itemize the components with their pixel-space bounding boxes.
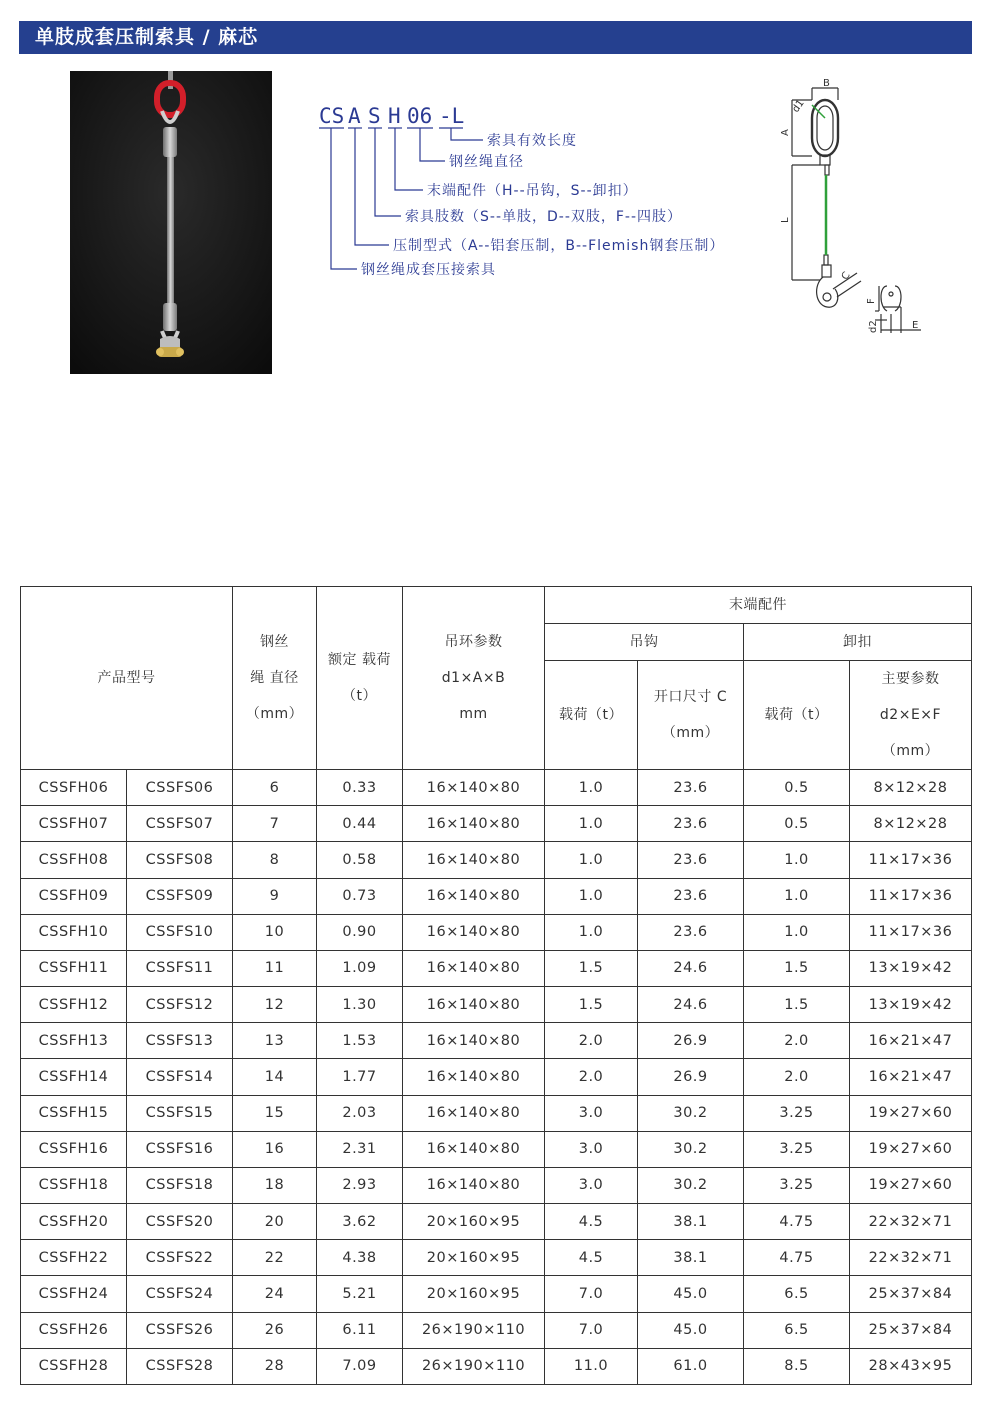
cell-shackle-params: 19×27×60 bbox=[850, 1131, 972, 1167]
legend-effective-length: 索具有效长度 bbox=[487, 133, 577, 149]
legend-leg-count: 索具肢数（S--单肢，D--双肢，F--四肢） bbox=[405, 209, 683, 225]
cell-shackle-load: 1.5 bbox=[744, 950, 850, 986]
dim-label-d1: d1 bbox=[790, 97, 807, 115]
dim-label-l: L bbox=[780, 217, 791, 223]
legend-pressing-type: 压制型式（A--铝套压制，B--Flemish钢套压制） bbox=[393, 238, 725, 254]
table-row bbox=[21, 914, 972, 950]
cell-shackle-load: 0.5 bbox=[744, 806, 850, 842]
dim-label-a: A bbox=[780, 129, 791, 136]
cell-rope-diameter: 7 bbox=[233, 806, 317, 842]
table-row bbox=[21, 806, 972, 842]
cell-rated-load: 3.62 bbox=[317, 1204, 403, 1240]
table-row bbox=[21, 770, 972, 806]
technical-drawing bbox=[775, 75, 935, 340]
cell-hook-opening: 24.6 bbox=[638, 950, 744, 986]
cell-model-hook: CSSFH11 bbox=[21, 950, 127, 986]
cell-ring-params: 16×140×80 bbox=[403, 987, 545, 1023]
cell-shackle-load: 6.5 bbox=[744, 1276, 850, 1312]
header-line: 主要参数 bbox=[881, 671, 940, 687]
cell-model-hook: CSSFH18 bbox=[21, 1167, 127, 1203]
header-line: 额定 载荷 bbox=[328, 652, 391, 668]
dim-label-c: C bbox=[839, 270, 853, 283]
cell-hook-load: 3.0 bbox=[545, 1131, 638, 1167]
cell-model-shackle: CSSFS09 bbox=[127, 878, 233, 914]
table-row bbox=[21, 1131, 972, 1167]
table-row bbox=[21, 987, 972, 1023]
cell-hook-opening: 23.6 bbox=[638, 914, 744, 950]
table-row bbox=[21, 1095, 972, 1131]
cell-hook-load: 11.0 bbox=[545, 1348, 638, 1384]
cell-rated-load: 0.44 bbox=[317, 806, 403, 842]
cell-ring-params: 20×160×95 bbox=[403, 1276, 545, 1312]
header-line: （mm） bbox=[245, 706, 304, 722]
cell-shackle-load: 1.0 bbox=[744, 914, 850, 950]
cell-model-shackle: CSSFS12 bbox=[127, 987, 233, 1023]
cell-rated-load: 1.09 bbox=[317, 950, 403, 986]
cell-hook-opening: 24.6 bbox=[638, 987, 744, 1023]
table-row bbox=[21, 1023, 972, 1059]
cell-shackle-params: 13×19×42 bbox=[850, 950, 972, 986]
cell-ring-params: 16×140×80 bbox=[403, 842, 545, 878]
cell-shackle-load: 4.75 bbox=[744, 1204, 850, 1240]
dim-label-b: B bbox=[823, 78, 830, 89]
cell-shackle-params: 22×32×71 bbox=[850, 1240, 972, 1276]
cell-model-hook: CSSFH06 bbox=[21, 770, 127, 806]
cell-ring-params: 16×140×80 bbox=[403, 770, 545, 806]
cell-hook-opening: 61.0 bbox=[638, 1348, 744, 1384]
cell-shackle-load: 1.5 bbox=[744, 987, 850, 1023]
legend-rope-diameter: 钢丝绳直径 bbox=[449, 154, 524, 170]
dim-label-d2: d2 bbox=[868, 320, 879, 333]
cell-rope-diameter: 15 bbox=[233, 1095, 317, 1131]
cell-ring-params: 16×140×80 bbox=[403, 1095, 545, 1131]
cell-rope-diameter: 24 bbox=[233, 1276, 317, 1312]
table-row bbox=[21, 1059, 972, 1095]
page-title: 单肢成套压制索具 / 麻芯 bbox=[19, 21, 972, 54]
cell-shackle-params: 11×17×36 bbox=[850, 878, 972, 914]
cell-hook-load: 7.0 bbox=[545, 1276, 638, 1312]
cell-hook-opening: 23.6 bbox=[638, 842, 744, 878]
cell-model-hook: CSSFH15 bbox=[21, 1095, 127, 1131]
header-hook-opening bbox=[638, 661, 744, 770]
header-line: （mm） bbox=[881, 743, 940, 759]
cell-model-shackle: CSSFS26 bbox=[127, 1312, 233, 1348]
cell-shackle-load: 4.75 bbox=[744, 1240, 850, 1276]
cell-shackle-params: 19×27×60 bbox=[850, 1167, 972, 1203]
header-end-fitting: 末端配件 bbox=[545, 587, 972, 624]
cell-rope-diameter: 18 bbox=[233, 1167, 317, 1203]
cell-rated-load: 0.73 bbox=[317, 878, 403, 914]
cell-model-hook: CSSFH10 bbox=[21, 914, 127, 950]
header-line: 吊环参数 bbox=[444, 634, 503, 650]
header-shackle: 卸扣 bbox=[744, 624, 972, 661]
code-char-a: A bbox=[348, 104, 361, 128]
table-row bbox=[21, 1204, 972, 1240]
cell-ring-params: 16×140×80 bbox=[403, 806, 545, 842]
cell-model-shackle: CSSFS11 bbox=[127, 950, 233, 986]
header-line: d1×A×B bbox=[441, 670, 506, 686]
cell-hook-load: 3.0 bbox=[545, 1167, 638, 1203]
cell-hook-opening: 30.2 bbox=[638, 1131, 744, 1167]
cell-ring-params: 16×140×80 bbox=[403, 1059, 545, 1095]
cell-hook-opening: 23.6 bbox=[638, 806, 744, 842]
cell-model-hook: CSSFH14 bbox=[21, 1059, 127, 1095]
cell-model-hook: CSSFH07 bbox=[21, 806, 127, 842]
cell-hook-opening: 30.2 bbox=[638, 1167, 744, 1203]
cell-rated-load: 5.21 bbox=[317, 1276, 403, 1312]
cell-model-shackle: CSSFS22 bbox=[127, 1240, 233, 1276]
cell-shackle-params: 11×17×36 bbox=[850, 842, 972, 878]
cell-shackle-params: 25×37×84 bbox=[850, 1276, 972, 1312]
cell-shackle-load: 8.5 bbox=[744, 1348, 850, 1384]
table-row bbox=[21, 878, 972, 914]
header-line: （mm） bbox=[661, 725, 720, 741]
cell-hook-load: 1.0 bbox=[545, 914, 638, 950]
header-line: 开口尺寸 C bbox=[653, 689, 728, 705]
cell-model-shackle: CSSFS10 bbox=[127, 914, 233, 950]
cell-model-hook: CSSFH28 bbox=[21, 1348, 127, 1384]
cell-rated-load: 2.93 bbox=[317, 1167, 403, 1203]
cell-hook-opening: 23.6 bbox=[638, 878, 744, 914]
cell-ring-params: 16×140×80 bbox=[403, 878, 545, 914]
cell-shackle-load: 1.0 bbox=[744, 842, 850, 878]
table-row bbox=[21, 1167, 972, 1203]
cell-model-shackle: CSSFS16 bbox=[127, 1131, 233, 1167]
cell-rope-diameter: 9 bbox=[233, 878, 317, 914]
cell-ring-params: 16×140×80 bbox=[403, 1023, 545, 1059]
cell-model-hook: CSSFH24 bbox=[21, 1276, 127, 1312]
dim-label-e: E bbox=[912, 320, 919, 331]
code-char-06: 06 bbox=[407, 104, 433, 128]
header-line: mm bbox=[459, 706, 488, 722]
cell-shackle-load: 2.0 bbox=[744, 1059, 850, 1095]
legend-end-fitting: 末端配件（H--吊钩，S--卸扣） bbox=[427, 183, 638, 199]
cell-rated-load: 7.09 bbox=[317, 1348, 403, 1384]
cell-model-shackle: CSSFS24 bbox=[127, 1276, 233, 1312]
cell-model-hook: CSSFH16 bbox=[21, 1131, 127, 1167]
cell-model-shackle: CSSFS14 bbox=[127, 1059, 233, 1095]
cell-rope-diameter: 26 bbox=[233, 1312, 317, 1348]
cell-shackle-load: 3.25 bbox=[744, 1167, 850, 1203]
cell-shackle-load: 2.0 bbox=[744, 1023, 850, 1059]
code-char-l: -L bbox=[439, 104, 465, 128]
cell-hook-opening: 30.2 bbox=[638, 1095, 744, 1131]
table-row bbox=[21, 1240, 972, 1276]
cell-hook-load: 7.0 bbox=[545, 1312, 638, 1348]
cell-rope-diameter: 6 bbox=[233, 770, 317, 806]
cell-rated-load: 1.77 bbox=[317, 1059, 403, 1095]
cell-rope-diameter: 12 bbox=[233, 987, 317, 1023]
cell-rope-diameter: 28 bbox=[233, 1348, 317, 1384]
cell-rope-diameter: 10 bbox=[233, 914, 317, 950]
cell-hook-opening: 26.9 bbox=[638, 1023, 744, 1059]
cell-shackle-load: 3.25 bbox=[744, 1095, 850, 1131]
code-characters bbox=[319, 104, 464, 128]
table-row bbox=[21, 1276, 972, 1312]
cell-rope-diameter: 16 bbox=[233, 1131, 317, 1167]
code-char-h: H bbox=[388, 104, 401, 128]
cell-shackle-params: 16×21×47 bbox=[850, 1059, 972, 1095]
cell-rated-load: 0.58 bbox=[317, 842, 403, 878]
cell-ring-params: 20×160×95 bbox=[403, 1204, 545, 1240]
product-code-diagram bbox=[315, 98, 765, 288]
cell-shackle-params: 16×21×47 bbox=[850, 1023, 972, 1059]
cell-ring-params: 16×140×80 bbox=[403, 950, 545, 986]
cell-ring-params: 16×140×80 bbox=[403, 914, 545, 950]
cell-shackle-params: 22×32×71 bbox=[850, 1204, 972, 1240]
sling-photo-illustration bbox=[70, 71, 272, 374]
cell-hook-load: 1.0 bbox=[545, 806, 638, 842]
header-shackle-load: 载荷（t） bbox=[744, 661, 850, 770]
cell-model-hook: CSSFH08 bbox=[21, 842, 127, 878]
cell-shackle-params: 11×17×36 bbox=[850, 914, 972, 950]
cell-hook-opening: 38.1 bbox=[638, 1204, 744, 1240]
cell-rated-load: 1.53 bbox=[317, 1023, 403, 1059]
header-hook-load: 载荷（t） bbox=[545, 661, 638, 770]
cell-hook-load: 3.0 bbox=[545, 1095, 638, 1131]
table-row bbox=[21, 1348, 972, 1384]
cell-hook-load: 1.0 bbox=[545, 770, 638, 806]
cell-shackle-load: 1.0 bbox=[744, 878, 850, 914]
cell-shackle-params: 25×37×84 bbox=[850, 1312, 972, 1348]
cell-rated-load: 1.30 bbox=[317, 987, 403, 1023]
header-rated-load bbox=[317, 587, 403, 770]
cell-model-hook: CSSFH13 bbox=[21, 1023, 127, 1059]
cell-rope-diameter: 14 bbox=[233, 1059, 317, 1095]
dim-label-f: F bbox=[866, 298, 877, 304]
table-row bbox=[21, 842, 972, 878]
header-shackle-params bbox=[850, 661, 972, 770]
cell-ring-params: 16×140×80 bbox=[403, 1131, 545, 1167]
cell-model-shackle: CSSFS28 bbox=[127, 1348, 233, 1384]
table-row bbox=[21, 950, 972, 986]
cell-rated-load: 6.11 bbox=[317, 1312, 403, 1348]
spec-table-body bbox=[21, 770, 972, 1385]
cell-shackle-params: 13×19×42 bbox=[850, 987, 972, 1023]
cell-shackle-params: 28×43×95 bbox=[850, 1348, 972, 1384]
cell-ring-params: 20×160×95 bbox=[403, 1240, 545, 1276]
cell-rated-load: 2.03 bbox=[317, 1095, 403, 1131]
cell-model-hook: CSSFH26 bbox=[21, 1312, 127, 1348]
cell-shackle-params: 8×12×28 bbox=[850, 806, 972, 842]
code-char-s: S bbox=[368, 104, 381, 128]
cell-rope-diameter: 13 bbox=[233, 1023, 317, 1059]
cell-model-shackle: CSSFS06 bbox=[127, 770, 233, 806]
legend-sling-type: 钢丝绳成套压接索具 bbox=[361, 262, 496, 278]
cell-ring-params: 16×140×80 bbox=[403, 1167, 545, 1203]
header-hook: 吊钩 bbox=[545, 624, 744, 661]
cell-hook-opening: 45.0 bbox=[638, 1312, 744, 1348]
cell-ring-params: 26×190×110 bbox=[403, 1348, 545, 1384]
cell-model-hook: CSSFH20 bbox=[21, 1204, 127, 1240]
cell-model-shackle: CSSFS08 bbox=[127, 842, 233, 878]
cell-model-shackle: CSSFS20 bbox=[127, 1204, 233, 1240]
cell-rope-diameter: 8 bbox=[233, 842, 317, 878]
product-photo bbox=[70, 71, 272, 374]
cell-rated-load: 2.31 bbox=[317, 1131, 403, 1167]
cell-model-shackle: CSSFS18 bbox=[127, 1167, 233, 1203]
spec-table bbox=[20, 586, 972, 1385]
cell-hook-opening: 23.6 bbox=[638, 770, 744, 806]
code-char-cs: CS bbox=[319, 104, 345, 128]
header-line: （t） bbox=[342, 688, 377, 704]
cell-rated-load: 0.90 bbox=[317, 914, 403, 950]
cell-rated-load: 4.38 bbox=[317, 1240, 403, 1276]
header-line: 绳 直径 bbox=[250, 670, 299, 686]
cell-model-hook: CSSFH22 bbox=[21, 1240, 127, 1276]
cell-hook-opening: 45.0 bbox=[638, 1276, 744, 1312]
cell-rope-diameter: 11 bbox=[233, 950, 317, 986]
cell-hook-load: 4.5 bbox=[545, 1240, 638, 1276]
header-line: 钢丝 bbox=[260, 634, 289, 650]
cell-hook-load: 1.0 bbox=[545, 878, 638, 914]
table-row bbox=[21, 1312, 972, 1348]
cell-model-shackle: CSSFS15 bbox=[127, 1095, 233, 1131]
cell-model-hook: CSSFH12 bbox=[21, 987, 127, 1023]
cell-hook-opening: 26.9 bbox=[638, 1059, 744, 1095]
cell-model-shackle: CSSFS07 bbox=[127, 806, 233, 842]
cell-model-shackle: CSSFS13 bbox=[127, 1023, 233, 1059]
cell-hook-load: 4.5 bbox=[545, 1204, 638, 1240]
cell-rated-load: 0.33 bbox=[317, 770, 403, 806]
cell-hook-load: 1.0 bbox=[545, 842, 638, 878]
header-rope-diameter bbox=[233, 587, 317, 770]
cell-hook-load: 2.0 bbox=[545, 1059, 638, 1095]
cell-hook-load: 1.5 bbox=[545, 950, 638, 986]
cell-shackle-load: 0.5 bbox=[744, 770, 850, 806]
cell-shackle-params: 19×27×60 bbox=[850, 1095, 972, 1131]
header-model: 产品型号 bbox=[21, 587, 233, 770]
header-line: d2×E×F bbox=[879, 707, 942, 723]
cell-shackle-load: 3.25 bbox=[744, 1131, 850, 1167]
cell-rope-diameter: 20 bbox=[233, 1204, 317, 1240]
cell-shackle-load: 6.5 bbox=[744, 1312, 850, 1348]
cell-rope-diameter: 22 bbox=[233, 1240, 317, 1276]
cell-ring-params: 26×190×110 bbox=[403, 1312, 545, 1348]
cell-model-hook: CSSFH09 bbox=[21, 878, 127, 914]
cell-shackle-params: 8×12×28 bbox=[850, 770, 972, 806]
cell-hook-load: 1.5 bbox=[545, 987, 638, 1023]
cell-hook-opening: 38.1 bbox=[638, 1240, 744, 1276]
cell-hook-load: 2.0 bbox=[545, 1023, 638, 1059]
header-ring-params bbox=[403, 587, 545, 770]
